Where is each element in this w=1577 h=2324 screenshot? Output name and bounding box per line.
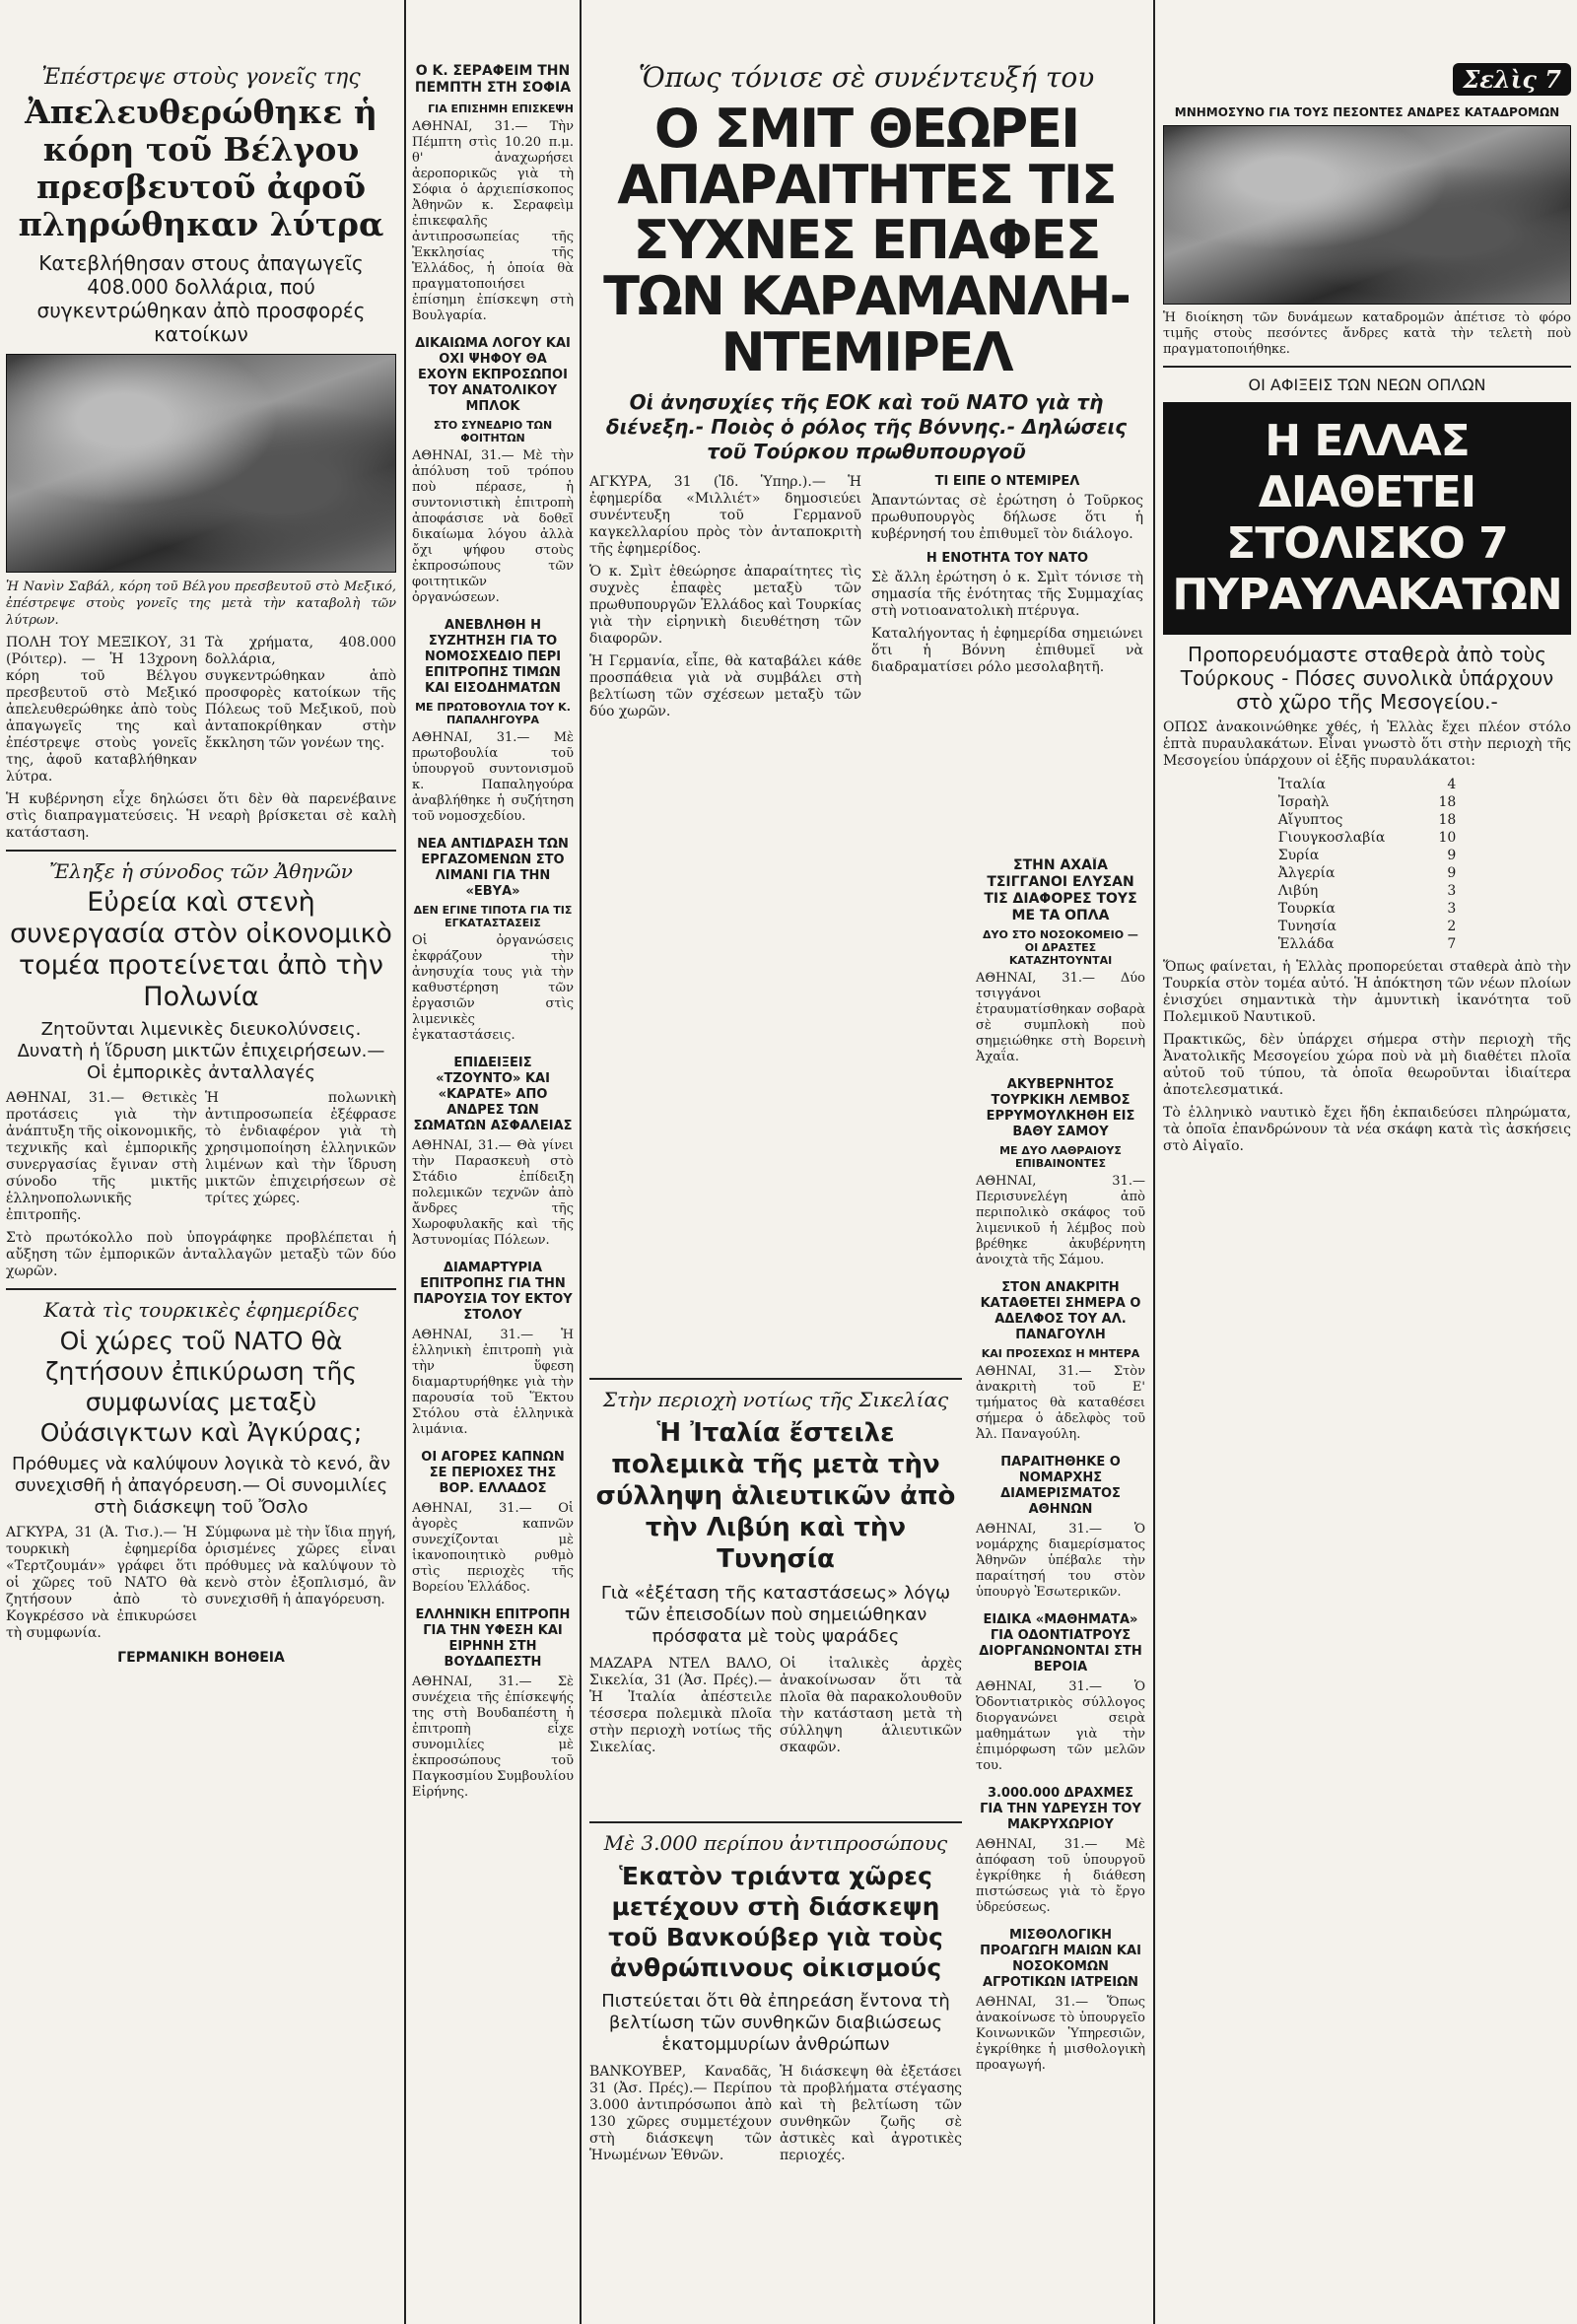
lead-story [583,0,1149,857]
subhead-panagoulis: ΚΑΙ ΠΡΟΣΕΧΩΣ Η ΜΗΤΕΡΑ [981,1347,1140,1360]
photo-memorial [1163,125,1571,305]
count-cell: 4 [1447,777,1457,792]
kicker-turkish-press: Κατὰ τὶς τουρκικὲς ἐφημερίδες [43,1298,359,1322]
table-row [1272,918,1463,935]
subhead-german-aid: ΓΕΡΜΑΝΙΚΗ ΒΟΗΘΕΙΑ [117,1650,285,1666]
subhead-nato-unity: Η ΕΝΟΤΗΤΑ ΤΟΥ ΝΑΤΟ [926,551,1089,567]
country-cell: Γιουγκοσλαβία [1277,830,1386,846]
count-cell: 9 [1447,865,1457,881]
page-number-logo: Σελὶς 7 [1453,63,1571,96]
story-prefect: ΑΘΗΝΑΙ, 31.— Ὁ νομάρχης διαμερίσματος Ἀθηνῶν ὑπέβαλε τὴν παραίτησή του στὸν ὑπουργὸ Ἐσωτερικῶν. [976,1522,1145,1600]
story-sicily-p2: Οἱ ἰταλικὲς ἀρχὲς ἀνακοίνωσαν ὅτι τὰ πλοῖα θὰ παρακολουθοῦν τὴν κατάσταση μετὰ τὴ σύλληψη ἁλιευτικῶν σκαφῶν. [780,1656,962,1755]
story-schmidt-p6: Καταλήγοντας ἡ ἐφημερίδα σημειώνει ὅτι ἡ Βόννη ἐπιθυμεῖ νὰ διαδραματίσει ρόλο μεσολαβητῆ. [871,626,1143,676]
subhead-port-workers: ΔΕΝ ΕΓΙΝΕ ΤΙΠΟΤΑ ΓΙΑ ΤΙΣ ΕΓΚΑΤΑΣΤΑΣΕΙΣ [413,904,573,929]
story-sicily-p1: ΜΑΖΑΡΑ ΝΤΕΛ ΒΑΛΟ, Σικελία, 31 (Ἀσ. Πρές).— Ἡ Ἰταλία ἀπέστειλε τέσσερα πολεμικὰ πλοῖα στὴν περιοχὴ νοτίως τῆς Σικελίας. [589,1656,772,1755]
count-cell: 10 [1438,830,1457,846]
story-missile-boats-p1: ΟΠΩΣ ἀνακοινώθηκε χθές, ἡ Ἑλλὰς ἔχει πλέον στόλο ἑπτὰ πυραυλακάτων. Εἶναι γνωστὸ ὅτι στὴν περιοχὴ τῆς Μεσογείου ὑπάρχουν οἱ ἑξῆς πυραυλάκατοι: [1163,719,1571,769]
headline-tobacco: ΟΙ ΑΓΟΡΕΣ ΚΑΠΝΩΝ ΣΕ ΠΕΡΙΟΧΕΣ ΤΗΣ ΒΟΡ. ΕΛΛΑΔΟΣ [421,1450,565,1496]
story-poland-p3: Στὸ πρωτόκολλο ποὺ ὑπογράφηκε προβλέπεται ἡ αὔξηση τῶν ἐμπορικῶν ἀνταλλαγῶν μεταξὺ τῶν δύο χωρῶν. [6,1230,396,1279]
headline-sixth-fleet: ΔΙΑΜΑΡΤΥΡΙΑ ΕΠΙΤΡΟΠΗΣ ΓΙΑ ΤΗΝ ΠΑΡΟΥΣΙΑ ΤΟΥ ΕΚΤΟΥ ΣΤΟΛΟΥ [413,1261,573,1323]
count-cell: 2 [1447,919,1457,934]
column-4 [972,857,1149,2324]
story-water-supply: ΑΘΗΝΑΙ, 31.— Μὲ ἀπόφαση τοῦ ὑπουργοῦ ἐγκρίθηκε ἡ διάθεση πιστώσεως γιὰ τὸ ἔργο ὑδρεύσεως. [976,1837,1145,1915]
table-row [1272,900,1463,918]
story-serafeim: ΑΘΗΝΑΙ, 31.— Τὴν Πέμπτη στὶς 10.20 π.μ. θ' ἀναχωρήσει ἀεροπορικῶς γιὰ τὴ Σόφια ὁ ἀρχιεπίσκοπος Ἀθηνῶν κ. Σεραφεὶμ ἐπικεφαλῆς ἀντιπροσωπείας τῆς Ἐκκλησίας τῆς Ἑλλάδος, ἡ ὁποία θὰ πραγματοποιήσει ἐπίσημη ἐπίσκεψη στὴ Βουλγαρία. [412,119,574,323]
headline-vancouver: Ἑκατὸν τριάντα χῶρες μετέχουν στὴ διάσκεψη τοῦ Βανκούβερ γιὰ τοὺς ἀνθρώπινους οἰκισμούς [608,1862,943,1982]
sicily-story [583,1370,968,1804]
country-cell: Τουρκία [1277,901,1336,917]
headline-schmidt [589,102,1143,380]
country-cell: Ἑλλάδα [1277,936,1335,952]
column-2 [408,0,578,2324]
count-cell: 7 [1447,936,1457,952]
story-students: ΑΘΗΝΑΙ, 31.— Μὲ τὴν ἀπόλυση τοῦ τρόπου ποὺ πέρασε, ἡ συντονιστικὴ ἐπιτροπὴ ἀποφάσισε νὰ δοθεῖ δικαίωμα λόγου ἀλλὰ ὄχι ψήφου στοὺς ἐκπροσώπους τῶν φοιτητικῶν ὀργανώσεων. [412,448,574,605]
photo-ambassador-daughter [6,354,396,573]
divider [6,1288,396,1290]
country-cell: Λιβύη [1277,883,1319,899]
story-nato-p1: ΑΓΚΥΡΑ, 31 (Ἀ. Τισ.).— Ἡ τουρκικὴ ἐφημερίδα «Τερτζουμάν» γράφει ὅτι οἱ χῶρες τοῦ ΝΑΤΟ θὰ ζητήσουν ἀπὸ τὸ Κογκρέσσο νὰ ἐπικυρώσει τὴ συμφωνία. [6,1525,197,1641]
headline-water-supply: 3.000.000 ΔΡΑΧΜΕΣ ΓΙΑ ΤΗΝ ΥΔΡΕΥΣΗ ΤΟΥ ΜΑΚΡΥΧΩΡΙΟΥ [980,1786,1141,1832]
headline-belgian: Ἀπελευθερώθηκε ἡ κόρη τοῦ Βέλγου πρεσβευτοῦ ἀφοῦ πληρώθηκαν λύτρα [18,93,384,243]
subhead-serafeim: ΓΙΑ ΕΠΙΣΗΜΗ ΕΠΙΣΚΕΨΗ [428,103,574,115]
subhead-demirel: ΤΙ ΕΙΠΕ Ο ΝΤΕΜΙΡΕΛ [934,474,1080,490]
story-missile-boats-p4: Τὸ ἑλληνικὸ ναυτικὸ ἔχει ἤδη ἐκπαιδεύσει πληρώματα, τὰ ὁποῖα ἐπανδρώνουν τὰ νέα σκάφη κατὰ τὶς ἀσκήσεις στὸ Αἰγαῖο. [1163,1105,1571,1154]
headline-prices-bill: ΑΝΕΒΛΗΘΗ Η ΣΥΖΗΤΗΣΗ ΓΙΑ ΤΟ ΝΟΜΟΣΧΕΔΙΟ ΠΕΡΙ ΕΠΙΤΡΟΠΗΣ ΤΙΜΩΝ ΚΑΙ ΕΙΣΟΔΗΜΑΤΩΝ [424,618,562,696]
banner-text: Η ΕΛΛΑΣ ΔΙΑΘΕΤΕΙ ΣΤΟΛΙΣΚΟ 7 ΠΥΡΑΥΛΑΚΑΤΩΝ [1172,416,1562,620]
story-belgian-p1: ΠΟΛΗ ΤΟΥ ΜΕΞΙΚΟΥ, 31 (Ρόιτερ). — Ἡ 13χρονη κόρη τοῦ Βέλγου πρεσβευτοῦ στὸ Μεξικό ἀπελευθερώθηκε ἀπὸ τοὺς ἀπαγωγεῖς της καὶ ἐπέστρεψε στοὺς γονεῖς της, ἀφοῦ καταβλήθηκαν λύτρα. [6,635,197,785]
story-nato-p2: Σύμφωνα μὲ τὴν ἴδια πηγή, ὁρισμένες χῶρες εἶναι πρόθυμες νὰ καλύψουν τὸ κενὸ στὸν ἐξοπλισμό, ἂν συνεχισθῆ ἡ ἀπαγόρευση. [205,1525,396,1607]
headline-judo-karate: ΕΠΙΔΕΙΞΕΙΣ «ΤΖΟΥΝΤΟ» ΚΑΙ «ΚΑΡΑΤΕ» ΑΠΟ ΑΝΔΡΕΣ ΤΩΝ ΣΩΜΑΤΩΝ ΑΣΦΑΛΕΙΑΣ [413,1056,573,1133]
column-rule [404,0,406,2324]
photo-title-memorial: ΜΝΗΜΟΣΥΝΟ ΓΙΑ ΤΟΥΣ ΠΕΣΟΝΤΕΣ ΑΝΔΡΕΣ ΚΑΤΑΔΡΟΜΩΝ [1174,105,1560,119]
story-schmidt-p4: Ἀπαντώντας σὲ ἐρώτηση ὁ Τοῦρκος πρωθυπουργὸς δήλωσε ὅτι ἡ κυβέρνησή του ἐπιθυμεῖ τὸν διάλογο. [871,493,1143,543]
story-judo-karate: ΑΘΗΝΑΙ, 31.— Θὰ γίνει τὴν Παρασκευὴ στὸ Στάδιο ἐπίδειξη πολεμικῶν τεχνῶν ἀπὸ ἄνδρες τῆς Χωροφυλακῆς καὶ τῆς Ἀστυνομίας Πόλεων. [412,1138,574,1248]
story-vancouver-p1: ΒΑΝΚΟΥΒΕΡ, Καναδᾶς, 31 (Ἀσ. Πρές).— Περίπου 3.000 ἀντιπρόσωποι ἀπὸ 130 χῶρες συμμετέχουν στὴ διάσκεψη τῶν Ἡνωμένων Ἐθνῶν. [589,2064,772,2163]
kicker-belgian: Ἐπέστρεψε στοὺς γονεῖς της [41,65,361,90]
story-schmidt-p3: Ἡ Γερμανία, εἶπε, θὰ καταβάλει κάθε προσπάθεια γιὰ νὰ συμβάλει στὴ βελτίωση τῶν σχέσεων μεταξὺ τῶν δύο χωρῶν. [589,653,861,720]
divider [589,1821,962,1823]
headline-schmidt-text: Ο ΣΜΙΤ ΘΕΩΡΕΙ ΑΠΑΡΑΙΤΗΤΕΣ ΤΙΣ ΣΥΧΝΕΣ ΕΠΑΦΕΣ ΤΩΝ ΚΑΡΑΜΑΝΛΗ-ΝΤΕΜΙΡΕΛ [603,102,1130,381]
subhead-prices-bill: ΜΕ ΠΡΩΤΟΒΟΥΛΙΑ ΤΟΥ Κ. ΠΑΠΑΛΗΓΟΥΡΑ [415,701,571,726]
table-row [1272,847,1463,864]
story-schmidt-p2: Ὁ κ. Σμὶτ ἐθεώρησε ἀπαραίτητες τὶς συχνὲς ἐπαφὲς μεταξὺ τῶν πρωθυπουργῶν Ἑλλάδος καὶ Τουρκίας γιὰ τὴν εἰρηνικὴ διευθέτηση τῶν διαφορῶν. [589,564,861,648]
column-5 [1157,0,1577,2324]
divider [1163,366,1571,368]
headline-poland: Εὐρεία καὶ στενὴ συνεργασία στὸν οἰκονομικὸ τομέα προτείνεται ἀπὸ τὴν Πολωνία [10,887,392,1012]
kicker-sicily: Στὴν περιοχὴ νοτίως τῆς Σικελίας [602,1388,949,1411]
count-cell: 9 [1447,848,1457,863]
vancouver-story [583,1813,968,2324]
table-row [1272,935,1463,953]
story-poland-p2: Ἡ πολωνικὴ ἀντιπροσωπεία ἐξέφρασε τὸ ἐνδιαφέρον γιὰ τὴ χρησιμοποίηση ἑλληνικῶν λιμένων καὶ τὴν ἵδρυση μικτῶν ἐπιχειρήσεων σὲ τρίτες χώρες. [205,1090,396,1206]
column-rule [1153,0,1155,2324]
story-schmidt-p5: Σὲ ἄλλη ἐρώτηση ὁ κ. Σμὶτ τόνισε τὴ σημασία τῆς ἑνότητας τῆς Συμμαχίας στὴ νοτιοανατολικὴ πτέρυγα. [871,570,1143,620]
count-cell: 18 [1438,794,1457,810]
country-cell: Τυνησία [1277,919,1337,934]
story-port-workers: Οἱ ὀργανώσεις ἐκφράζουν τὴν ἀνησυχία τους γιὰ τὴν καθυστέρηση τῶν ἐργασιῶν στὶς λιμενικὲς ἐγκαταστάσεις. [412,933,574,1043]
headline-samos-boat: ΑΚΥΒΕΡΝΗΤΟΣ ΤΟΥΡΚΙΚΗ ΛΕΜΒΟΣ ΕΡΡΥΜΟΥΛΚΗΘΗ ΕΙΣ ΒΑΘΥ ΣΑΜΟΥ [986,1077,1135,1139]
country-cell: Ἰταλία [1277,777,1326,792]
story-belgian-p2: Τὰ χρήματα, 408.000 δολλάρια, συγκεντρώθηκαν ἀπὸ προσφορὲς κατοίκων τῆς Πόλεως τοῦ Μεξικοῦ, ποὺ ἀνταποκρίθηκαν στὴν ἔκκληση τῶν γονέων της. [205,635,396,751]
story-belgian-p3: Ἡ κυβέρνηση εἶχε δηλώσει ὅτι δὲν θὰ παρενέβαινε στὶς διαπραγματεύσεις. Ἡ νεαρὴ βρίσκεται σὲ καλὴ κατάσταση. [6,791,396,841]
subhead-gypsies: ΔΥΟ ΣΤΟ ΝΟΣΟΚΟΜΕΙΟ — ΟΙ ΔΡΑΣΤΕΣ ΚΑΤΑΖΗΤΟΥΝΤΑΙ [983,928,1138,967]
story-budapest: ΑΘΗΝΑΙ, 31.— Σὲ συνέχεια τῆς ἐπίσκεψής της στὴ Βουδαπέστη ἡ ἐπιτροπὴ εἶχε συνομιλίες μὲ ἐκπροσώπους τοῦ Παγκοσμίου Συμβουλίου Εἰρήνης. [412,1675,574,1800]
deck-missile-boats: Προπορευόμαστε σταθερὰ ἀπὸ τοὺς Τούρκους - Πόσες συνολικὰ ὑπάρχουν στὸ χῶρο τῆς Μεσογείου.- [1180,643,1554,714]
story-gypsies: ΑΘΗΝΑΙ, 31.— Δύο τσιγγάνοι ἐτραυματίσθηκαν σοβαρὰ σὲ συμπλοκὴ ποὺ σημειώθηκε στὴ Βορεινὴ Ἀχαΐα. [976,971,1145,1064]
subhead-samos-boat: ΜΕ ΔΥΟ ΛΑΘΡΑΙΟΥΣ ΕΠΙΒΑΙΝΟΝΤΕΣ [999,1144,1122,1170]
headline-port-workers: ΝΕΑ ΑΝΤΙΔΡΑΣΗ ΤΩΝ ΕΡΓΑΖΟΜΕΝΩΝ ΣΤΟ ΛΙΜΑΝΙ ΓΙΑ ΤΗΝ «ΕΒΥΑ» [417,837,569,899]
story-schmidt-p1: ΑΓΚΥΡΑ, 31 (Ἰδ. Ὑπηρ.).— Ἡ ἐφημερίδα «Μιλλιέτ» δημοσιεύει συνέντευξη τοῦ Γερμανοῦ καγκελλαρίου πρὸς τὸν ἀνταποκριτὴ τῆς ἐφημερίδος. [589,474,861,558]
caption-belgian: Ἡ Νανὶν Σαβάλ, κόρη τοῦ Βέλγου πρεσβευτοῦ στὸ Μεξικό, ἐπέστρεψε στοὺς γονεῖς της μετὰ τὴν καταβολὴ τῶν λύτρων. [6,580,396,628]
story-dentists: ΑΘΗΝΑΙ, 31.— Ὁ Ὀδοντιατρικὸς σύλλογος διοργανώνει σειρὰ μαθημάτων γιὰ τὴν ἐπιμόρφωση τῶν μελῶν του. [976,1679,1145,1773]
country-cell: Ἰσραὴλ [1277,794,1330,810]
story-sixth-fleet: ΑΘΗΝΑΙ, 31.— Ἡ ἑλληνικὴ ἐπιτροπὴ γιὰ τὴν ὕφεση διαμαρτυρήθηκε γιὰ τὴν παρουσία τοῦ Ἕκτου Στόλου στὰ ἑλληνικὰ λιμάνια. [412,1328,574,1437]
headline-students: ΔΙΚΑΙΩΜΑ ΛΟΓΟΥ ΚΑΙ ΟΧΙ ΨΗΦΟΥ ΘΑ ΕΧΟΥΝ ΕΚΠΡΟΣΩΠΟΙ ΤΟΥ ΑΝΑΤΟΛΙΚΟΥ ΜΠΛΟΚ [415,336,571,414]
headline-budapest: ΕΛΛΗΝΙΚΗ ΕΠΙΤΡΟΠΗ ΓΙΑ ΤΗΝ ΥΦΕΣΗ ΚΑΙ ΕΙΡΗΝΗ ΣΤΗ ΒΟΥΔΑΠΕΣΤΗ [415,1607,571,1670]
headline-gypsies: ΣΤΗΝ ΑΧΑΪΑ ΤΣΙΓΓΑΝΟΙ ΕΛΥΣΑΝ ΤΙΣ ΔΙΑΦΟΡΕΣ ΤΟΥΣ ΜΕ ΤΑ ΟΠΛΑ [984,857,1137,923]
story-vancouver-p2: Ἡ διάσκεψη θὰ ἐξετάσει τὰ προβλήματα στέγασης καὶ τὴ βελτίωση τῶν συνθηκῶν ζωῆς σὲ ἀστικὲς καὶ ἀγροτικὲς περιοχές. [780,2064,962,2163]
kicker-new-weapons: ΟΙ ΑΦΙΞΕΙΣ ΤΩΝ ΝΕΩΝ ΟΠΛΩΝ [1248,376,1486,394]
headline-serafeim: Ο Κ. ΣΕΡΑΦΕΙΜ ΤΗΝ ΠΕΜΠΤΗ ΣΤΗ ΣΟΦΙΑ [414,63,572,96]
banner-missile-boats [1163,402,1571,635]
story-samos-boat: ΑΘΗΝΑΙ, 31.— Περισυνελέγη ἀπὸ περιπολικὸ σκάφος τοῦ λιμενικοῦ ἡ λέμβος ποὺ βρέθηκε ἀκυβέρνητη ἀνοιχτὰ τῆς Σάμου. [976,1174,1145,1267]
count-cell: 3 [1447,883,1457,899]
divider [6,850,396,852]
headline-sicily: Ἡ Ἰταλία ἔστειλε πολεμικὰ τῆς μετὰ τὴν σύλληψη ἁλιευτικῶν ἀπὸ τὴν Λιβύη καὶ τὴν Τυνησία [595,1418,956,1574]
deck-sicily: Γιὰ «ἐξέταση τῆς καταστάσεως» λόγῳ τῶν ἐπεισοδίων ποὺ σημειώθηκαν πρόσφατα μὲ τοὺς ψαράδες [600,1583,951,1647]
table-row [1272,882,1463,900]
headline-midwives: ΜΙΣΘΟΛΟΓΙΚΗ ΠΡΟΑΓΩΓΗ ΜΑΙΩΝ ΚΑΙ ΝΟΣΟΚΟΜΩΝ ΑΓΡΟΤΙΚΩΝ ΙΑΤΡΕΙΩΝ [980,1928,1141,1990]
count-cell: 18 [1438,812,1457,828]
deck-vancouver: Πιστεύεται ὅτι θὰ ἐπηρεάση ἔντονα τὴ βελτίωση τῶν συνθηκῶν διαβιώσεως ἑκατομμυρίων ἀνθρώπων [601,1991,950,2055]
column-rule [580,0,582,2324]
headline-dentists: ΕΙΔΙΚΑ «ΜΑΘΗΜΑΤΑ» ΓΙΑ ΟΔΟΝΤΙΑΤΡΟΥΣ ΔΙΟΡΓΑΝΩΝΟΝΤΑΙ ΣΤΗ ΒΕΡΟΙΑ [979,1612,1142,1675]
story-tobacco: ΑΘΗΝΑΙ, 31.— Οἱ ἀγορὲς καπνῶν συνεχίζονται μὲ ἱκανοποιητικὸ ρυθμὸ στὶς περιοχὲς τῆς Βορείου Ἑλλάδος. [412,1501,574,1595]
headline-prefect: ΠΑΡΑΙΤΗΘΗΚΕ Ο ΝΟΜΑΡΧΗΣ ΔΙΑΜΕΡΙΣΜΑΤΟΣ ΑΘΗΝΩΝ [1000,1455,1121,1517]
story-midwives: ΑΘΗΝΑΙ, 31.— Ὅπως ἀνακοίνωσε τὸ ὑπουργεῖο Κοινωνικῶν Ὑπηρεσιῶν, ἐγκρίθηκε ἡ μισθολογικὴ προαγωγή. [976,1995,1145,2073]
deck-nato-countries: Πρόθυμες νὰ καλύψουν λογικὰ τὸ κενό, ἂν συνεχισθῆ ἡ ἀπαγόρευση.— Οἱ συνομιλίες στὴ διάσκεψη τοῦ Ὄσλο [11,1454,391,1518]
table-row [1272,776,1463,793]
story-prices-bill: ΑΘΗΝΑΙ, 31.— Μὲ πρωτοβουλία τοῦ ὑπουργοῦ συντονισμοῦ κ. Παπαληγούρα ἀναβλήθηκε ἡ συζήτηση τοῦ νομοσχεδίου. [412,730,574,824]
kicker-schmidt: Ὅπως τόνισε σὲ συνέντευξή του [638,61,1095,94]
country-cell: Αἴγυπτος [1277,812,1343,828]
kicker-vancouver: Μὲ 3.000 περίπου ἀντιπροσώπους [603,1831,948,1855]
country-cell: Ἀλγερία [1277,865,1336,881]
deck-schmidt: Οἱ ἀνησυχίες τῆς ΕΟΚ καὶ τοῦ ΝΑΤΟ γιὰ τὴ διένεξη.- Ποιὸς ὁ ρόλος τῆς Βόννης.- Δηλώσεις τοῦ Τούρκου πρωθυπουργοῦ [605,390,1128,464]
story-missile-boats-p2: Ὅπως φαίνεται, ἡ Ἑλλὰς προπορεύεται σταθερὰ ἀπὸ τὴν Τουρκία στὸν τομέα αὐτό. Ἡ ἀπόκτηση τῶν νέων πλοίων ἐνισχύει σημαντικὰ τὴν ἀμυντικὴ ἱκανότητα τοῦ Πολεμικοῦ Ναυτικοῦ. [1163,959,1571,1025]
country-cell: Συρία [1277,848,1320,863]
column-1 [0,0,402,2324]
caption-memorial: Ἡ διοίκηση τῶν δυνάμεων καταδρομῶν ἀπέτισε τὸ φόρο τιμῆς στοὺς πεσόντες ἄνδρες κατὰ τὴν τελετὴ ποὺ πραγματοποιήθηκε. [1163,310,1571,357]
divider [589,1378,962,1380]
headline-nato-countries: Οἱ χώρες τοῦ ΝΑΤΟ θὰ ζητήσουν ἐπικύρωση τῆς συμφωνίας μεταξὺ Οὐάσιγκτων καὶ Ἀγκύρας; [39,1327,363,1447]
table-row [1272,793,1463,811]
headline-panagoulis: ΣΤΟΝ ΑΝΑΚΡΙΤΗ ΚΑΤΑΘΕΤΕΙ ΣΗΜΕΡΑ Ο ΑΔΕΛΦΟΣ ΤΟΥ ΑΛ. ΠΑΝΑΓΟΥΛΗ [980,1280,1141,1342]
subhead-students: ΣΤΟ ΣΥΝΕΔΡΙΟ ΤΩΝ ΦΟΙΤΗΤΩΝ [433,419,553,444]
table-row [1272,829,1463,847]
kicker-athens: Ἔληξε ἡ σύνοδος τῶν Ἀθηνῶν [49,859,353,883]
deck-belgian: Κατεβλήθησαν στους ἀπαγωγεῖς 408.000 δολλάρια, πού συγκεντρώθηκαν ἀπὸ προσφορές κατοίκων [36,251,366,346]
count-cell: 3 [1447,901,1457,917]
story-poland-p1: ΑΘΗΝΑΙ, 31.— Θετικὲς προτάσεις γιὰ τὴν ἀνάπτυξη τῆς οἰκονομικῆς, τεχνικῆς καὶ ἐμπορικῆς συνεργασίας ἔγιναν στὴ σύνοδο τῆς μικτῆς ἑλληνοπολωνικῆς ἐπιτροπῆς. [6,1090,197,1223]
missile-boats-table [1272,776,1463,953]
table-row [1272,811,1463,829]
table-row [1272,864,1463,882]
story-panagoulis: ΑΘΗΝΑΙ, 31.— Στὸν ἀνακριτὴ τοῦ Ε' τμήματος θὰ καταθέσει σήμερα ὁ ἀδελφὸς τοῦ Ἀλ. Παναγούλη. [976,1364,1145,1442]
deck-poland: Ζητοῦνται λιμενικὲς διευκολύνσεις. Δυνατὴ ἡ ἵδρυση μικτῶν ἐπιχειρήσεων.— Οἱ ἐμπορικὲς ἀνταλλαγές [17,1019,385,1083]
story-missile-boats-p3: Πρακτικῶς, δὲν ὑπάρχει σήμερα στὴν περιοχὴ τῆς Ἀνατολικῆς Μεσογείου χώρα ποὺ νὰ μὴ διαθέτει πλοῖα αὐτοῦ τοῦ τύπου, τὰ ὁποῖα θεωροῦνται ἰδιαίτερα ἀποτελεσματικά. [1163,1032,1571,1098]
